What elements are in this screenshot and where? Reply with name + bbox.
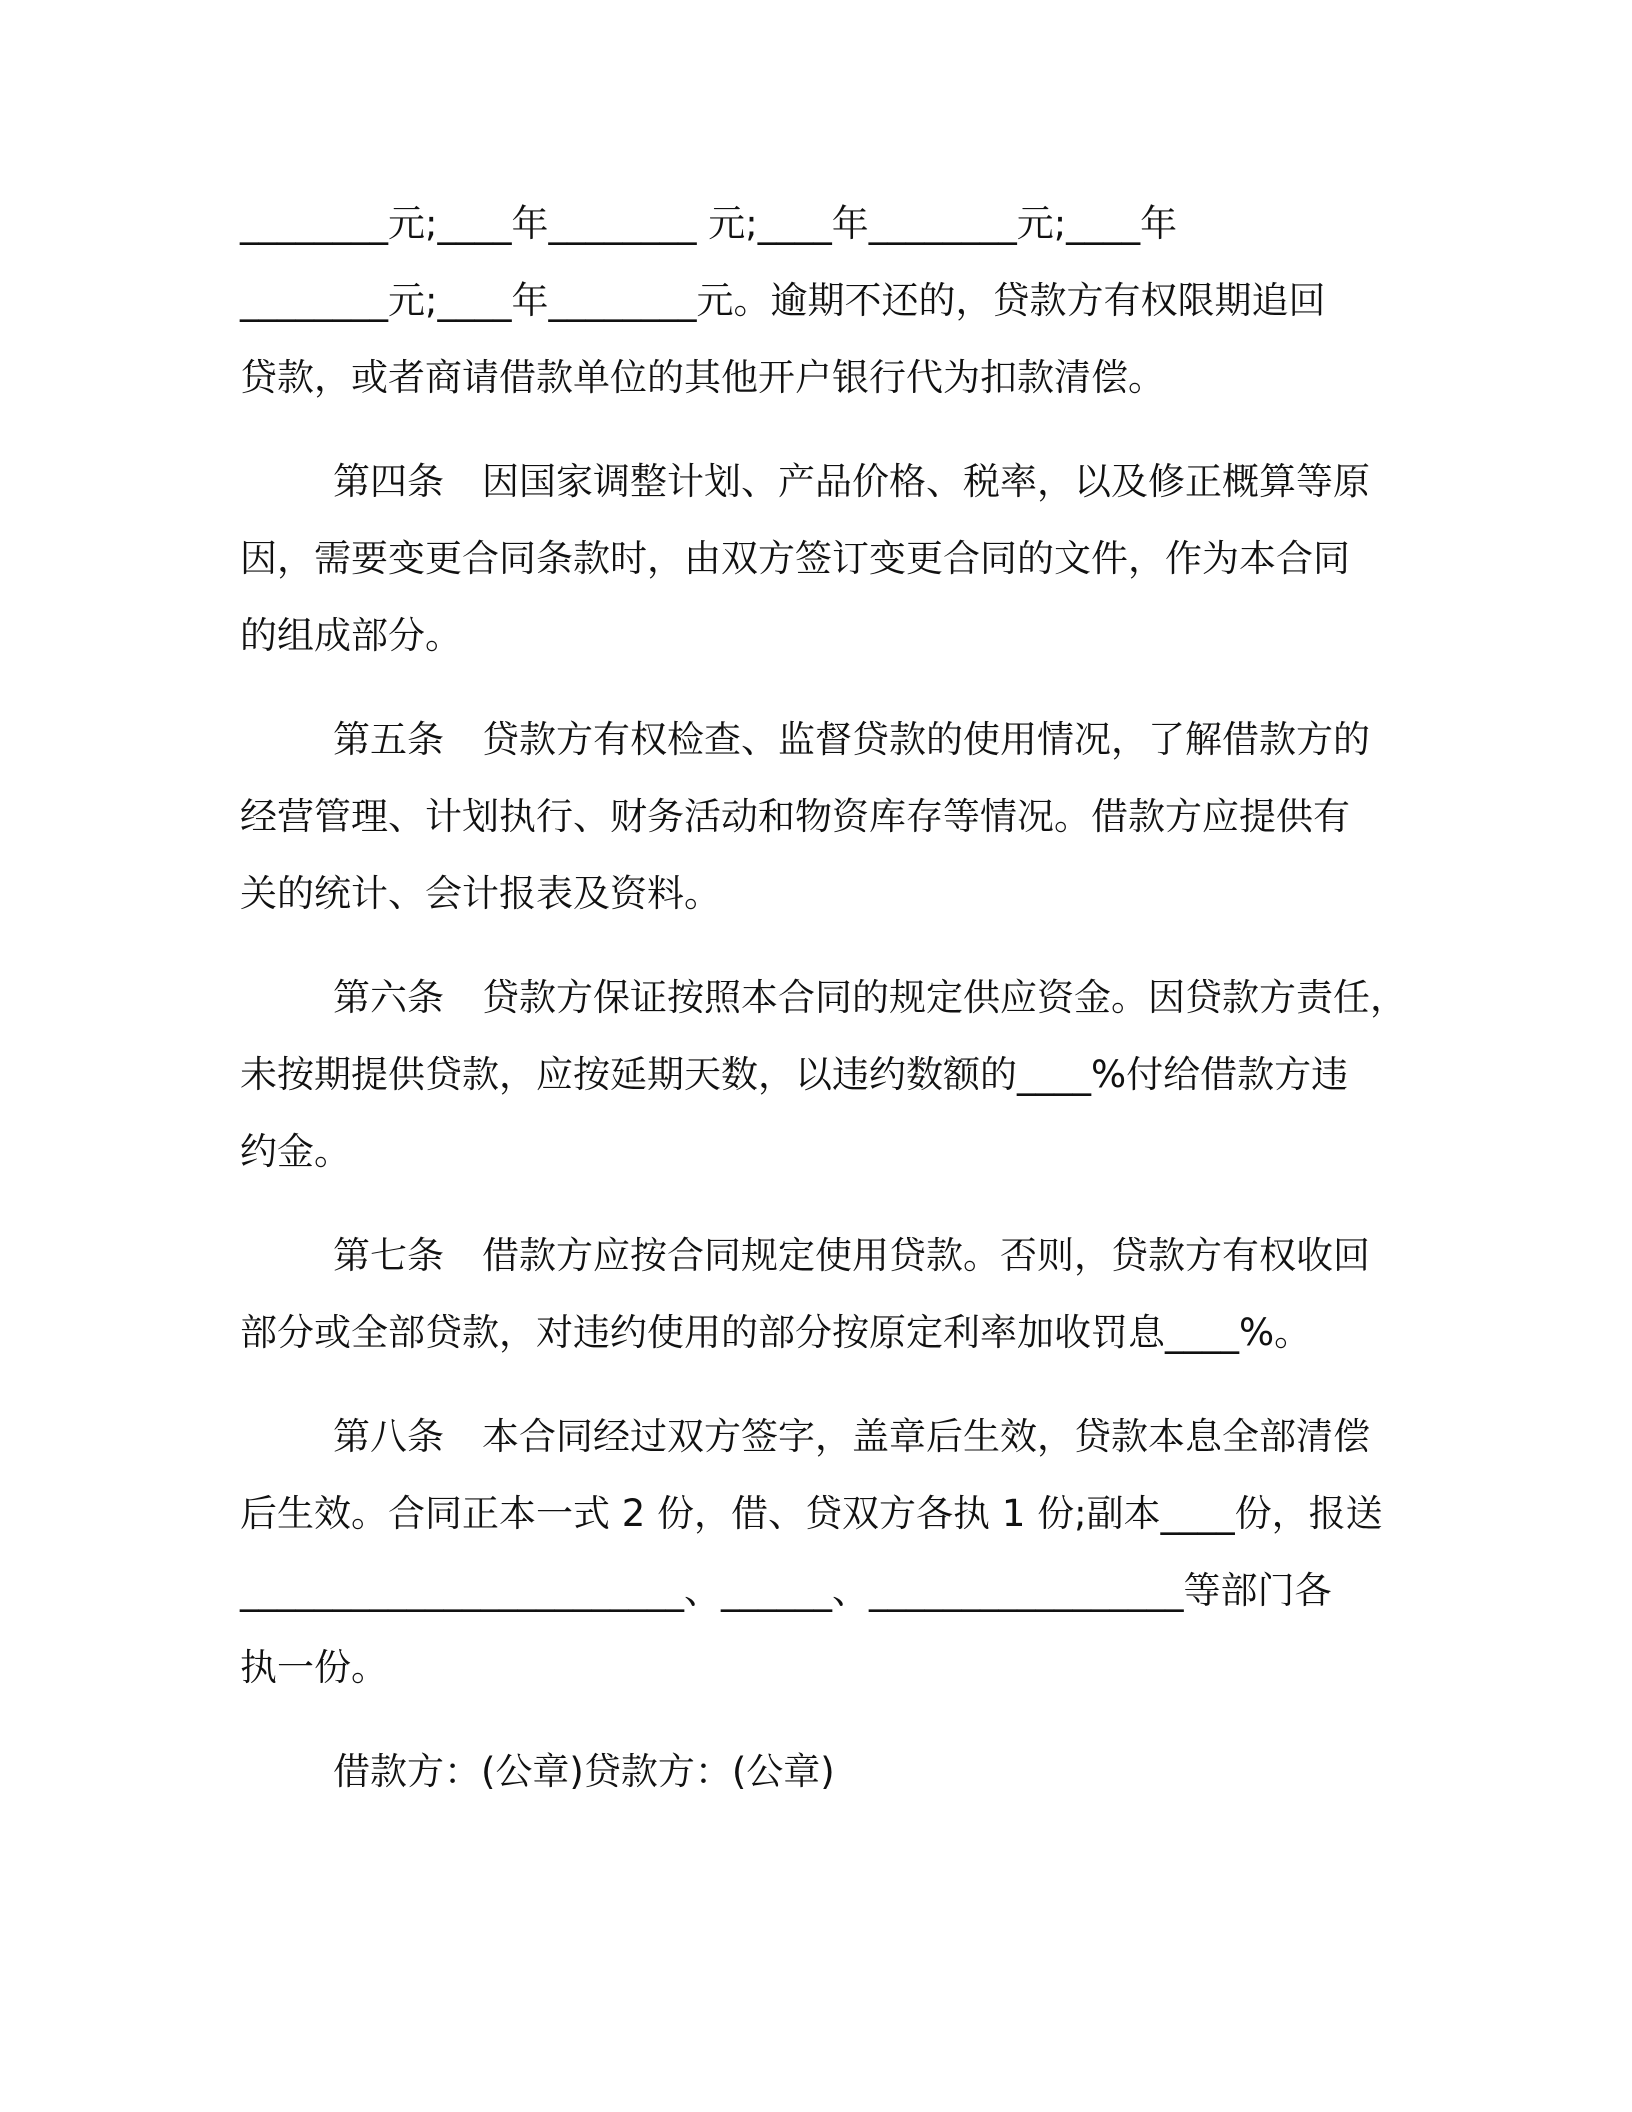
- clause-label: 第八条: [333, 1415, 444, 1458]
- text-line: [240, 959, 1407, 1036]
- clause-5: [240, 701, 1400, 932]
- clause-6: [240, 959, 1407, 1190]
- text-line: 贷款，或者商请借款单位的其他开户银行代为扣款清偿。: [240, 356, 1165, 399]
- clause-3-continued: [240, 185, 1400, 416]
- clause-4: [240, 443, 1400, 674]
- clause-text: 因国家调整计划、产品价格、税率，以及修正概算等原: [482, 460, 1370, 503]
- text-line: ________元;____年________元。逾期不还的，贷款方有权限期追回: [240, 279, 1326, 322]
- text-line: 因，需要变更合同条款时，由双方签订变更合同的文件，作为本合同: [240, 537, 1350, 580]
- clause-label: 第四条: [333, 460, 444, 503]
- text-line: 约金。: [240, 1130, 351, 1173]
- clause-text: 贷款方有权检查、监督贷款的使用情况，了解借款方的: [482, 718, 1370, 761]
- clause-label: 第七条: [333, 1234, 444, 1277]
- text-line: [240, 1398, 1400, 1475]
- signature-block: [240, 1733, 1400, 1810]
- clause-8: [240, 1398, 1400, 1706]
- text-line: ________元;____年________ 元;____年________元;____年: [240, 202, 1178, 245]
- clause-text: 贷款方保证按照本合同的规定供应资金。因贷款方责任，: [482, 976, 1407, 1019]
- text-line: 关的统计、会计报表及资料。: [240, 872, 721, 915]
- text-line: 后生效。合同正本一式 2 份，借、贷双方各执 1 份;副本____份，报送: [240, 1492, 1383, 1535]
- signature-line: 借款方：(公章)贷款方：(公章): [333, 1750, 835, 1793]
- contract-body: [240, 185, 1407, 1837]
- text-line: 经营管理、计划执行、财务活动和物资库存等情况。借款方应提供有: [240, 795, 1350, 838]
- text-line: 部分或全部贷款，对违约使用的部分按原定利率加收罚息____%。: [240, 1311, 1312, 1354]
- text-line: [240, 701, 1400, 778]
- clause-text: 本合同经过双方签字，盖章后生效，贷款本息全部清偿: [482, 1415, 1370, 1458]
- text-line: 未按期提供贷款，应按延期天数，以违约数额的____%付给借款方违: [240, 1053, 1349, 1096]
- text-line: [240, 443, 1400, 520]
- clause-label: 第六条: [333, 976, 444, 1019]
- clause-7: [240, 1217, 1400, 1371]
- clause-label: 第五条: [333, 718, 444, 761]
- text-line: ________________________、______、_________________等部门各: [240, 1569, 1332, 1612]
- clause-text: 借款方应按合同规定使用贷款。否则，贷款方有权收回: [482, 1234, 1370, 1277]
- text-line: 执一份。: [240, 1646, 388, 1689]
- text-line: [240, 1217, 1400, 1294]
- text-line: 的组成部分。: [240, 614, 462, 657]
